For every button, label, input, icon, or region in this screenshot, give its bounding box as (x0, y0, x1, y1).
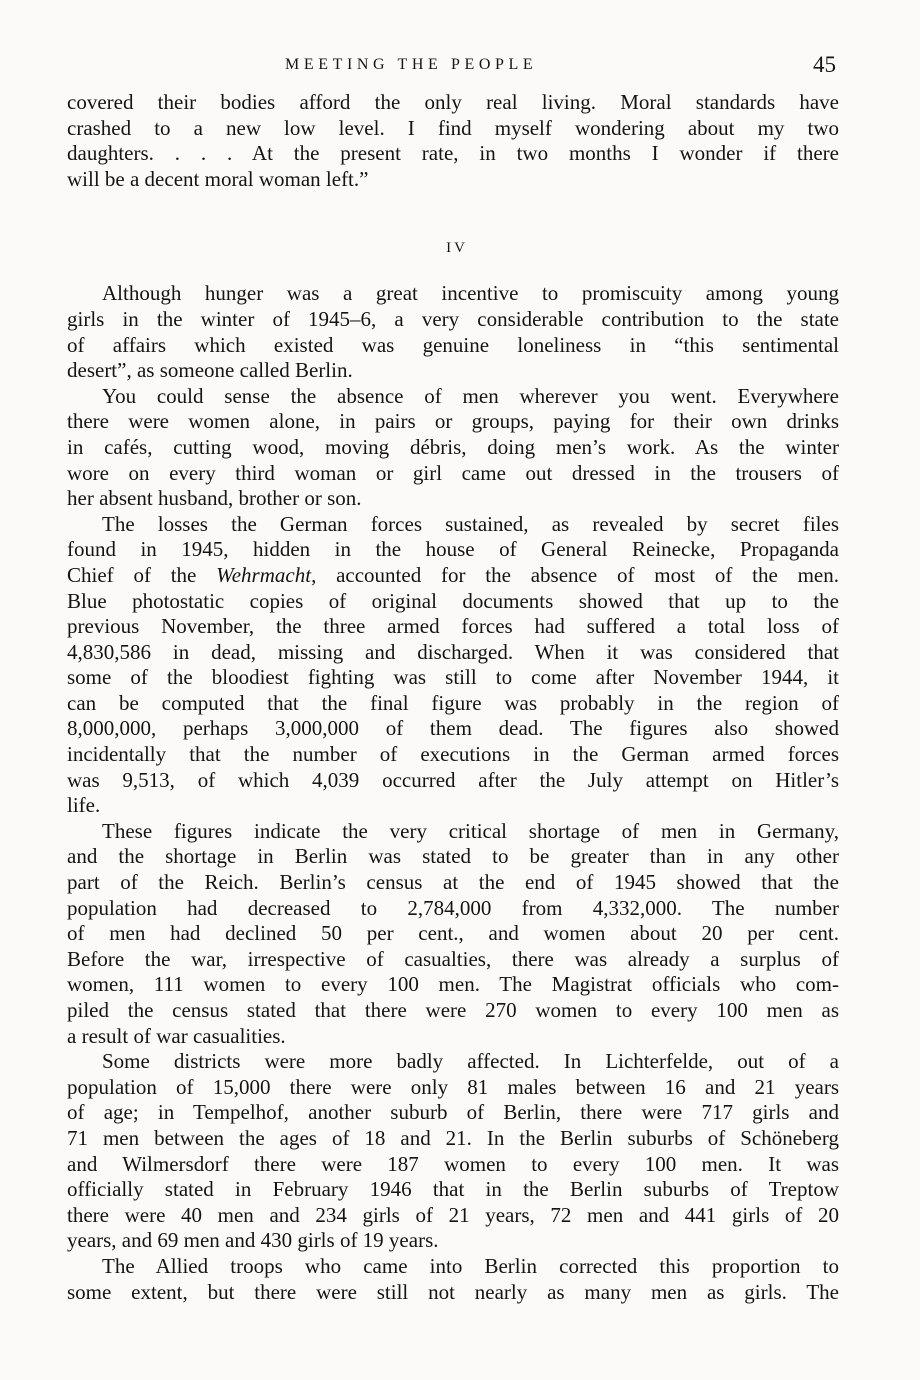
text-line: there were women alone, in pairs or groups, paying for their own drinks (67, 409, 839, 434)
text-line: some of the bloodiest fighting was still to come after November 1944, it (67, 665, 839, 690)
text-line: and the shortage in Berlin was stated to be greater than in any other (67, 844, 839, 869)
text-line: Blue photostatic copies of original documents showed that up to the (67, 588, 839, 613)
text-line: The losses the German forces sustained, as revealed by secret files (102, 511, 839, 536)
text-line: crashed to a new low level. I find myself wondering about my two (67, 115, 839, 140)
text-line: a result of war casualities. (67, 1023, 286, 1048)
text-line: desert”, as someone called Berlin. (67, 358, 353, 383)
text-line: of affairs which existed was genuine loneliness in “this sentimental (67, 332, 839, 357)
text-line: part of the Reich. Berlin’s census at the end of 1945 showed that the (67, 870, 839, 895)
text-line: wore on every third woman or girl came out dressed in the trousers of (67, 460, 839, 485)
text-line: will be a decent moral woman left.” (67, 166, 369, 191)
text-line: daughters. . . . At the present rate, in two months I wonder if there (67, 141, 839, 166)
text-line: Before the war, irrespective of casualties, there was already a surplus of (67, 946, 839, 971)
text-line: These figures indicate the very critical shortage of men in Germany, (102, 818, 839, 843)
text-line: The Allied troops who came into Berlin corrected this proportion to (102, 1253, 839, 1278)
text-line: 8,000,000, perhaps 3,000,000 of them dead. The figures also showed (67, 716, 839, 741)
paragraph (67, 384, 839, 512)
text-line: Some districts were more badly affected. In Lichterfelde, out of a (102, 1049, 839, 1074)
text-line: girls in the winter of 1945–6, a very considerable contribution to the state (67, 306, 839, 331)
paragraph (67, 819, 839, 1049)
text-line: her absent husband, brother or son. (67, 486, 362, 511)
text-line: there were 40 men and 234 girls of 21 years, 72 men and 441 girls of 20 (67, 1202, 839, 1227)
text-line: previous November, the three armed forces had suffered a total loss of (67, 614, 839, 639)
italic-term: Wehrmacht (216, 562, 312, 587)
text-line: piled the census stated that there were 270 women to every 100 men as (67, 998, 839, 1022)
text-line: of age; in Tempelhof, another suburb of Berlin, there were 717 girls and (67, 1100, 839, 1125)
text-line: officially stated in February 1946 that in the Berlin suburbs of Treptow (67, 1177, 839, 1202)
text-line: women, 111 women to every 100 men. The Magistrat officials who com- (67, 972, 839, 997)
body-text (67, 90, 839, 1305)
text-line: incidentally that the number of executions in the German armed forces (67, 742, 839, 767)
running-head (0, 52, 920, 82)
text-line: population of 15,000 there were only 81 males between 16 and 21 years (67, 1074, 839, 1099)
running-head-title: MEETING THE PEOPLE (285, 56, 538, 73)
text-line: 71 men between the ages of 18 and 21. In the Berlin suburbs of Schöneberg (67, 1125, 839, 1150)
text-line: was 9,513, of which 4,039 occurred after the July attempt on Hitler’s (67, 767, 839, 792)
text-line: some extent, but there were still not nearly as many men as girls. The (67, 1279, 839, 1304)
paragraph (67, 90, 839, 192)
text-line: years, and 69 men and 430 girls of 19 years. (67, 1228, 439, 1253)
page-number: 45 (813, 52, 836, 77)
paragraph (67, 281, 839, 383)
text-line: population had decreased to 2,784,000 from 4,332,000. The number (67, 895, 839, 920)
paragraph (67, 1254, 839, 1305)
text-line: of men had declined 50 per cent., and women about 20 per cent. (67, 921, 839, 946)
text-line: in cafés, cutting wood, moving débris, doing men’s work. As the winter (67, 434, 839, 459)
text-line (67, 563, 839, 589)
section-number: IV (446, 240, 468, 257)
text-line: found in 1945, hidden in the house of General Reinecke, Propaganda (67, 537, 839, 562)
text-line: life. (67, 793, 101, 818)
text-line: You could sense the absence of men wherever you went. Everywhere (102, 383, 839, 408)
text-line: can be computed that the final figure was probably in the region of (67, 690, 839, 715)
text-line: covered their bodies afford the only real living. Moral standards have (67, 90, 839, 114)
paragraph (67, 1049, 839, 1254)
text-line: and Wilmersdorf there were 187 women to every 100 men. It was (67, 1151, 839, 1176)
text-run: , accounted for the absence of most of the men. (311, 562, 839, 587)
paragraph (67, 512, 839, 819)
text-line: 4,830,586 in dead, missing and discharged. When it was considered that (67, 639, 839, 664)
text-line: Although hunger was a great incentive to promiscuity among young (102, 281, 839, 306)
text-run: Chief of the (67, 562, 217, 587)
